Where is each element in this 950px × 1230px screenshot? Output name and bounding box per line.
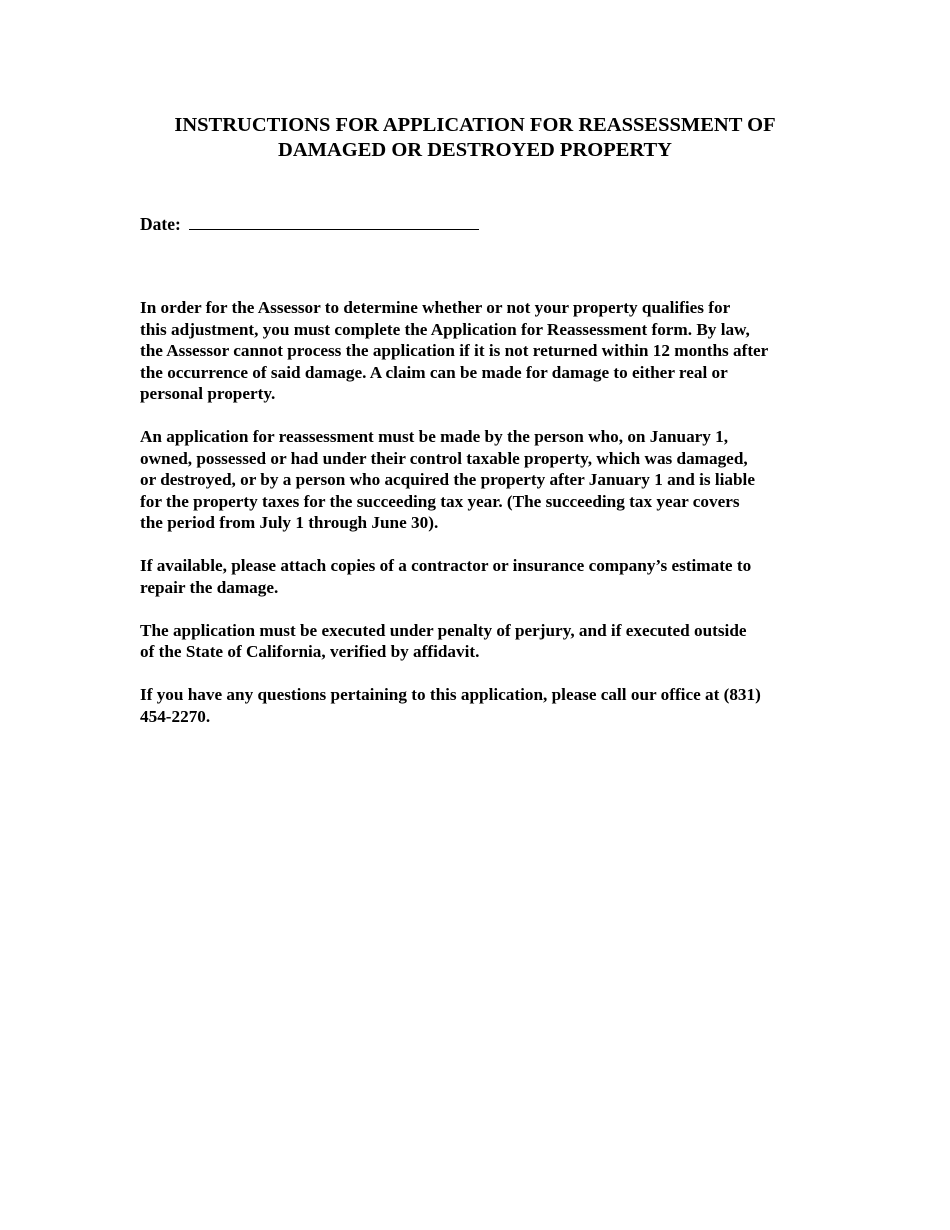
text-line: or destroyed, or by a person who acquired the property after January 1 and is liable (140, 470, 755, 489)
instruction-paragraph (140, 426, 830, 534)
text-line: this adjustment, you must complete the Application for Reassessment form. By law, (140, 319, 750, 339)
text-line: the period from July 1 through June 30). (140, 513, 439, 532)
date-label: Date: (140, 214, 181, 234)
text-line: If you have any questions pertaining to this application, please call our office at (831) (140, 685, 761, 704)
instructions-body (140, 297, 830, 749)
text-line: repair the damage. (140, 577, 279, 597)
instruction-paragraph (140, 684, 830, 727)
text-line: An application for reassessment must be made by the person who, on January 1, (140, 427, 729, 446)
instruction-paragraph (140, 555, 830, 598)
text-line: 454-2270. (140, 706, 211, 726)
text-line: If available, please attach copies of a contractor or insurance company’s estimate to (140, 556, 752, 575)
text-line: The application must be executed under penalty of perjury, and if executed outside (140, 620, 747, 640)
instruction-paragraph (140, 620, 830, 663)
text-line: owned, possessed or had under their control taxable property, which was damaged, (140, 448, 748, 468)
text-line: for the property taxes for the succeeding tax year. (The succeeding tax year covers (140, 491, 740, 511)
page-title (100, 113, 850, 162)
text-line: the occurrence of said damage. A claim can be made for damage to either real or (140, 362, 728, 382)
date-field[interactable] (189, 211, 479, 230)
title-line: INSTRUCTIONS FOR APPLICATION FOR REASSESSMENT OF (174, 114, 776, 136)
instruction-paragraph (140, 297, 830, 405)
text-line: the Assessor cannot process the application if it is not returned within 12 months after (140, 341, 769, 360)
date-row (140, 211, 479, 235)
title-line: DAMAGED OR DESTROYED PROPERTY (278, 138, 672, 161)
text-line: In order for the Assessor to determine whether or not your property qualifies for (140, 298, 731, 317)
text-line: personal property. (140, 384, 276, 403)
text-line: of the State of California, verified by affidavit. (140, 642, 480, 661)
